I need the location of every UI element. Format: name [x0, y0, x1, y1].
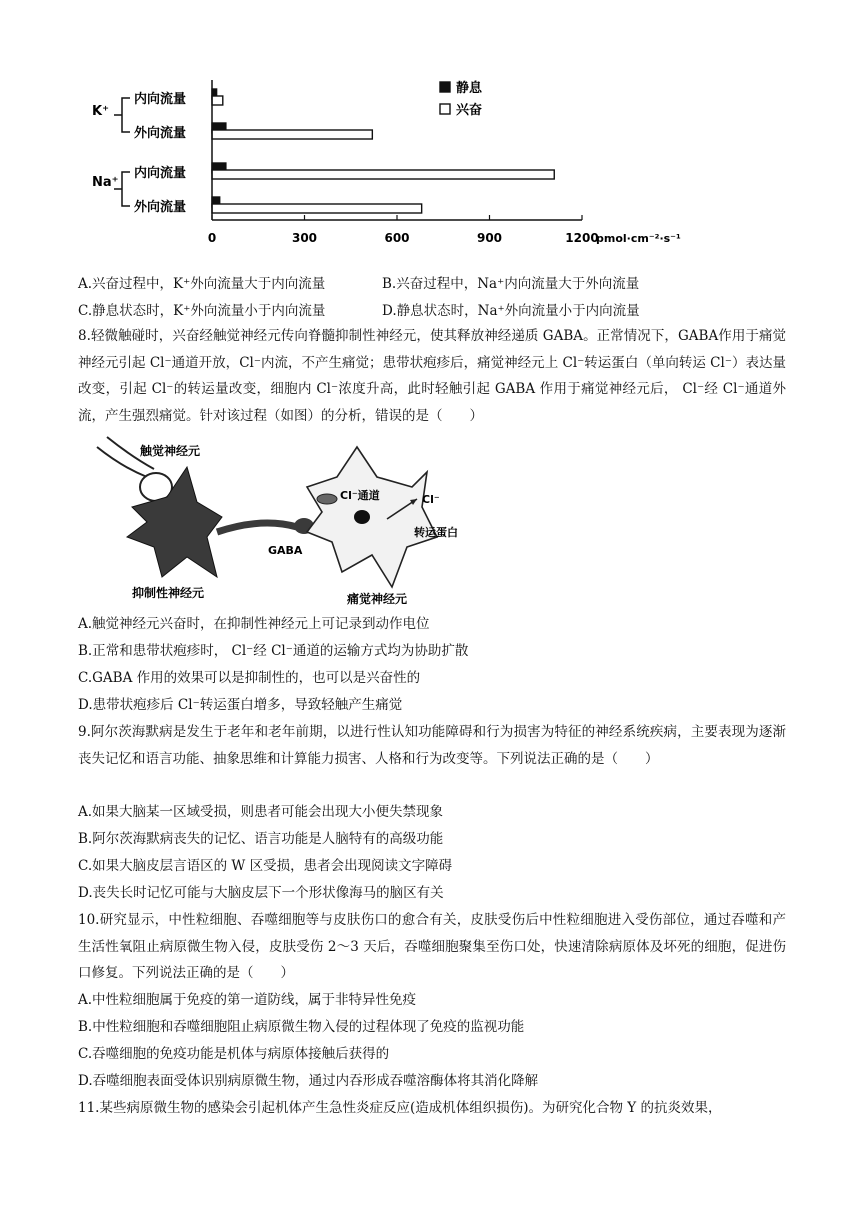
q9-stem: 9.阿尔茨海默病是发生于老年和老年前期，以进行性认知功能障碍和行为损害为特征的神经系统疾病，主要表现为逐渐丧失记忆和语言功能、抽象思维和计算能力损害、人格和行为改变等。下列说法正确的是（ ）: [78, 724, 786, 767]
x-tick-label: 1200: [565, 231, 599, 245]
q8-option-b: B.正常和患带状疱疹时， Cl⁻经 Cl⁻通道的运输方式均为协助扩散: [78, 643, 469, 659]
legend-swatch: [440, 82, 450, 92]
label-gaba: GABA: [268, 544, 303, 557]
row-label: 外向流量: [134, 200, 187, 215]
q9-option-c: C.如果大脑皮层言语区的 W 区受损，患者会出现阅读文字障碍: [78, 858, 453, 874]
q10-option-d: D.吞噬细胞表面受体识别病原微生物，通过内吞形成吞噬溶酶体将其消化降解: [78, 1073, 539, 1089]
label-inhibitory-neuron: 抑制性神经元: [132, 586, 205, 600]
ion-flux-chart: [80, 70, 681, 260]
row-label: 外向流量: [134, 126, 187, 141]
q7-option-a: A.兴奋过程中，K⁺外向流量大于内向流量: [78, 276, 326, 292]
label-transporter: 转运蛋白: [414, 526, 458, 539]
row-label: 内向流量: [134, 92, 187, 107]
x-unit-label: pmol·cm⁻²·s⁻¹: [596, 232, 681, 245]
ion-label: K⁺: [92, 104, 109, 119]
x-tick-label: 0: [207, 231, 217, 245]
pain-neuron-shape: [307, 447, 437, 587]
q11-stem: 11.某些病原微生物的感染会引起机体产生急性炎症反应(造成机体组织损伤)。为研究化合物 Y 的抗炎效果，: [78, 1100, 722, 1116]
label-cl-channel: Cl⁻通道: [340, 489, 380, 502]
q7-option-c: C.静息状态时，K⁺外向流量小于内向流量: [78, 303, 326, 319]
bar-excite: [212, 170, 554, 179]
row-label: 内向流量: [134, 166, 187, 181]
label-pain-neuron: 痛觉神经元: [347, 592, 408, 606]
q8-option-d: D.患带状疱疹后 Cl⁻转运蛋白增多，导致轻触产生痛觉: [78, 697, 403, 713]
q10-stem: 10.研究显示，中性粒细胞、吞噬细胞等与皮肤伤口的愈合有关，皮肤受伤后中性粒细胞进入受伤部位，通过吞噬和产生活性氧阻止病原微生物入侵，皮肤受伤 2～3 天后，吞噬细胞聚集至伤口处，快速清除病原体及坏死的细胞，促进伤口修复。下列说法正确的是（ ）: [78, 912, 786, 981]
x-tick-label: 900: [476, 231, 503, 245]
q9-option-b: B.阿尔茨海默病丧失的记忆、语言功能是人脑特有的高级功能: [78, 831, 444, 847]
x-tick-label: 600: [384, 231, 410, 245]
q8-option-c: C.GABA 作用的效果可以是抑制性的，也可以是兴奋性的: [78, 670, 421, 686]
bar-excite: [212, 130, 372, 139]
q9-option-d: D.丧失长时记忆可能与大脑皮层下一个形状像海马的脑区有关: [78, 885, 444, 901]
q10-option-c: C.吞噬细胞的免疫功能是机体与病原体接触后获得的: [78, 1046, 390, 1062]
label-touch-neuron: 触觉神经元: [140, 444, 201, 458]
label-cl-ion: Cl⁻: [422, 493, 440, 506]
legend-label: 静息: [456, 81, 483, 96]
legend-label: 兴奋: [456, 103, 483, 118]
ion-label: Na⁺: [92, 175, 119, 190]
bar-excite: [212, 204, 422, 213]
q8-stem: 8.轻微触碰时，兴奋经触觉神经元传向脊髓抑制性神经元，使其释放神经递质 GABA。正常情况下，GABA作用于痛觉神经元引起 Cl⁻通道开放，Cl⁻内流，不产生痛觉；患带状疱疹后，痛觉神经元上 Cl⁻转运蛋白（单向转运 Cl⁻）表达量改变，引起 Cl⁻的转运量改变，细胞内 Cl⁻浓度升高，此时轻触引起 GABA 作用于痛觉神经元后， Cl⁻经 Cl⁻通道外流，产生强烈痛觉。针对该过程（如图）的分析，错误的是（ ）: [78, 328, 786, 424]
neuron-figure: [92, 437, 482, 607]
q10-option-a: A.中性粒细胞属于免疫的第一道防线，属于非特异性免疫: [78, 992, 417, 1008]
q8-option-a: A.触觉神经元兴奋时，在抑制性神经元上可记录到动作电位: [78, 616, 430, 632]
q10-option-b: B.中性粒细胞和吞噬细胞阻止病原微生物入侵的过程体现了免疫的监视功能: [78, 1019, 525, 1035]
q9-option-a: A.如果大脑某一区域受损，则患者可能会出现大小便失禁现象: [78, 804, 444, 820]
bracket: [114, 98, 130, 132]
q7-option-d: D.静息状态时，Na⁺外向流量小于内向流量: [382, 303, 640, 319]
legend-swatch: [440, 104, 450, 114]
x-tick-label: 300: [291, 231, 318, 245]
q7-option-b: B.兴奋过程中，Na⁺内向流量大于外向流量: [382, 276, 640, 292]
bar-excite: [212, 96, 223, 105]
